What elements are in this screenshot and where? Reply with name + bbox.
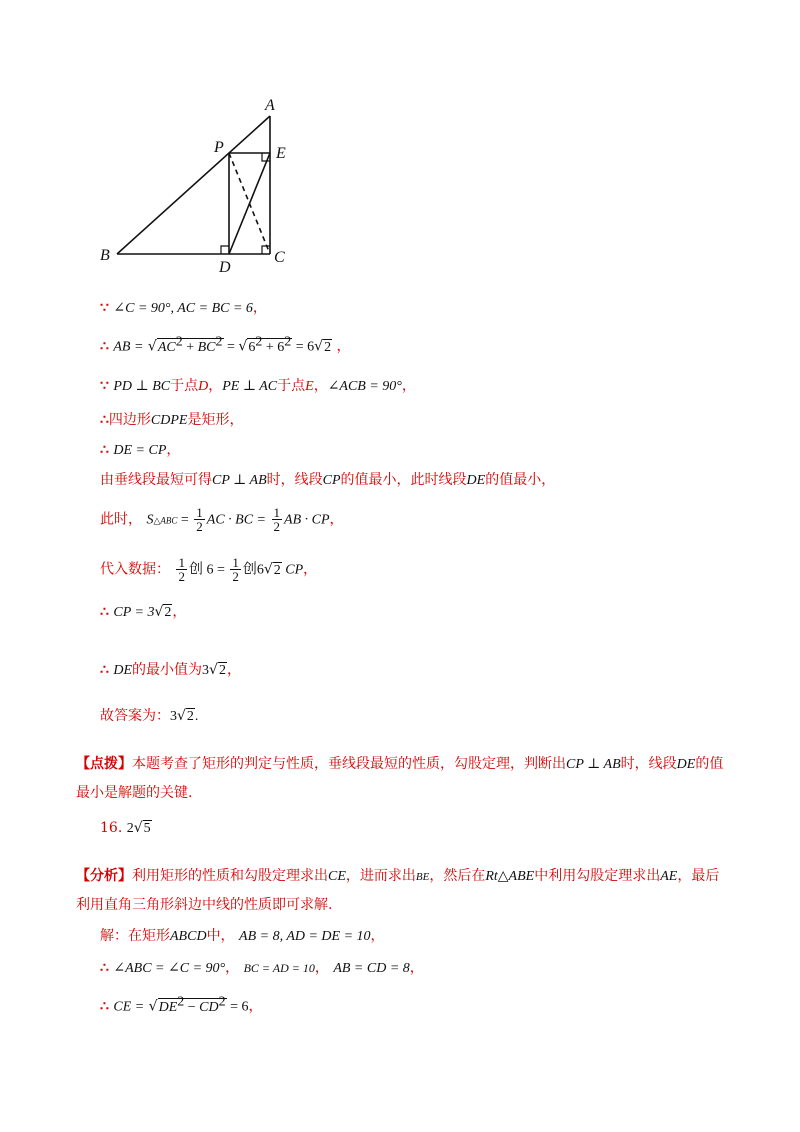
segment-ba bbox=[117, 116, 270, 254]
math-op: = bbox=[223, 339, 239, 355]
therefore-symbol: ∴ bbox=[100, 338, 109, 355]
math-expr: PD ⊥ BC bbox=[113, 379, 171, 394]
punct: ， bbox=[401, 378, 416, 394]
math-expr: CP bbox=[281, 562, 304, 578]
text: 于点 bbox=[277, 378, 306, 394]
therefore-symbol: ∴ bbox=[100, 998, 109, 1015]
text: ， bbox=[313, 378, 328, 394]
fraction-half: $\frac{1}{2}$ bbox=[178, 555, 185, 584]
text: 是矩形， bbox=[187, 412, 244, 428]
solution-line-5 bbox=[100, 440, 180, 461]
subscript: △ABC bbox=[153, 515, 178, 526]
text: 由垂线段最短可得 bbox=[100, 472, 212, 488]
math-expr: 2 bbox=[126, 821, 134, 836]
math-expr: 创 6 = bbox=[188, 562, 229, 578]
label-b: B bbox=[100, 247, 110, 264]
math-expr: AB = bbox=[113, 339, 144, 355]
punct: ， bbox=[172, 604, 187, 620]
solution-16-line-2 bbox=[100, 958, 424, 979]
therefore-symbol: ∴ bbox=[100, 662, 109, 678]
text: 本题考查了矩形的判定与性质，垂线段最短的性质，勾股定理，判断出 bbox=[132, 756, 566, 772]
therefore-symbol: ∴ bbox=[100, 412, 109, 428]
solution-16-line-1 bbox=[100, 926, 385, 947]
text: 此时， bbox=[100, 511, 142, 528]
label-p: P bbox=[214, 139, 224, 156]
solution-16-line-3: ∴ CE = $√DE^2 - CD^2 = 6$， bbox=[100, 994, 263, 1015]
math-expr: E bbox=[305, 379, 314, 394]
superscript: 2 bbox=[215, 334, 223, 349]
because-symbol: ∵ bbox=[100, 378, 109, 394]
text: ，进而求出 bbox=[345, 868, 416, 884]
math-expr: CE = bbox=[113, 999, 145, 1015]
text: 四边形 bbox=[108, 412, 151, 428]
math-expr: CP ⊥ AB bbox=[212, 473, 267, 488]
label-e: E bbox=[276, 145, 286, 162]
math-op: = bbox=[177, 512, 193, 528]
math-expr: BE bbox=[415, 871, 430, 883]
math-expr: DE bbox=[158, 999, 178, 1015]
punct: ， bbox=[252, 300, 267, 316]
math-expr: 2 bbox=[186, 709, 194, 724]
superscript: 2 bbox=[175, 334, 183, 349]
fraction-half: $\frac{1}{2}$ bbox=[273, 505, 281, 534]
text: ， bbox=[208, 378, 223, 394]
math-expr: S bbox=[146, 512, 154, 528]
punct: ， bbox=[370, 928, 385, 944]
text: 的最小值为 bbox=[132, 662, 203, 678]
math-expr: 2 bbox=[164, 605, 172, 620]
text: 利用矩形的性质和勾股定理求出 bbox=[132, 868, 328, 884]
math-expr: DE = CP bbox=[113, 443, 167, 458]
solution-line-6 bbox=[100, 470, 555, 491]
math-op: = 6 bbox=[292, 339, 315, 355]
tip-paragraph bbox=[76, 750, 726, 807]
therefore-symbol: ∴ bbox=[100, 604, 109, 620]
superscript: 2 bbox=[218, 994, 226, 1009]
math-expr: CP bbox=[322, 473, 341, 488]
math-expr: ∠ACB = 90° bbox=[327, 379, 402, 394]
math-expr: 2 bbox=[324, 339, 332, 355]
math-expr: ABCD bbox=[170, 929, 207, 944]
solution-line-10: ∴ DE的最小值为3√2， bbox=[100, 662, 241, 678]
text: 的值最小， bbox=[485, 472, 556, 488]
math-expr: 6 bbox=[248, 339, 256, 355]
math-expr: AC · BC = bbox=[206, 512, 270, 528]
text: ，然后在 bbox=[429, 868, 486, 884]
text: 时，线段 bbox=[266, 472, 323, 488]
solution-line-9: ∴ CP = 3√2， bbox=[100, 604, 187, 620]
math-expr: PE ⊥ AC bbox=[222, 379, 278, 394]
math-expr: AC bbox=[157, 339, 176, 355]
math-expr: 6 bbox=[277, 339, 285, 355]
math-expr: DE bbox=[113, 663, 133, 678]
math-op: + bbox=[182, 339, 198, 355]
fraction-half: $\frac{1}{2}$ bbox=[196, 505, 203, 534]
solution-line-3 bbox=[100, 376, 416, 397]
superscript: 2 bbox=[284, 334, 292, 349]
text: ， bbox=[314, 960, 329, 976]
solution-line-7 bbox=[100, 506, 344, 533]
text: 时，线段 bbox=[620, 756, 677, 772]
text: 的值最小是解题的关键. bbox=[76, 756, 724, 801]
math-op: − bbox=[184, 999, 200, 1015]
superscript: 2 bbox=[255, 334, 263, 349]
text: 于点 bbox=[170, 378, 199, 394]
math-expr: CD bbox=[199, 999, 219, 1015]
fraction-half: $\frac{1}{2}$ bbox=[232, 555, 239, 584]
right-angle-d bbox=[221, 246, 229, 254]
punct: ， bbox=[226, 662, 241, 678]
geometry-figure bbox=[0, 0, 800, 290]
text: 中利用勾股定理求出 bbox=[534, 868, 661, 884]
therefore-symbol: ∴ bbox=[100, 960, 109, 976]
therefore-symbol: ∴ bbox=[100, 442, 109, 458]
punct: ， bbox=[248, 998, 263, 1015]
text: ，最后利用直角三角形斜边中线的性质即可求解. bbox=[76, 868, 720, 913]
math-expr: DE bbox=[676, 757, 696, 772]
text: 故答案为： bbox=[100, 708, 170, 724]
math-expr: AB = 8, AD = DE = 10 bbox=[239, 929, 371, 944]
math-expr: Rt△ABE bbox=[485, 869, 535, 884]
math-expr: BC bbox=[197, 339, 216, 355]
math-expr: ∠C = 90°, AC = BC = 6 bbox=[113, 301, 253, 316]
label-c: C bbox=[274, 249, 285, 266]
superscript: 2 bbox=[177, 994, 185, 1009]
punct: . bbox=[194, 709, 199, 724]
math-expr: CE bbox=[328, 869, 346, 884]
solution-line-4 bbox=[100, 410, 243, 431]
math-expr: 3 bbox=[170, 709, 177, 724]
math-expr: CP ⊥ AB bbox=[566, 757, 621, 772]
text: 解：在矩形 bbox=[100, 928, 170, 944]
punct: ， bbox=[303, 561, 318, 578]
solution-line-2: ∴ AB = $√AC^2 + BC^2 = √6^2 + 6^2 = 6√2$ ， bbox=[100, 334, 351, 355]
label-d: D bbox=[219, 259, 231, 276]
math-expr: ∠ABC = ∠C = 90° bbox=[113, 961, 226, 976]
text: 的值最小，此时线段 bbox=[340, 472, 467, 488]
solution-line-1 bbox=[100, 298, 267, 319]
punct: ， bbox=[329, 511, 344, 528]
label-a: A bbox=[265, 97, 275, 114]
right-angle-c bbox=[262, 246, 270, 254]
math-expr: DE bbox=[466, 473, 486, 488]
solution-line-8: 代入数据： $\frac{1}{2}$ 创 6 = $\frac{1}{2}$ 创6√2 CP， bbox=[100, 555, 318, 584]
math-expr: D bbox=[198, 379, 209, 394]
punct: ， bbox=[166, 442, 181, 458]
analysis-tag: 【分析】 bbox=[76, 868, 132, 884]
tip-tag: 【点拨】 bbox=[76, 756, 132, 772]
text: 代入数据： bbox=[100, 561, 170, 578]
math-expr: AB = CD = 8 bbox=[333, 961, 410, 976]
solution-line-11: 故答案为：3√2. bbox=[100, 708, 199, 724]
math-expr: AB · CP bbox=[284, 512, 330, 528]
math-expr: 2 bbox=[273, 562, 281, 578]
math-expr: 5 bbox=[143, 821, 151, 836]
punct: ， bbox=[336, 338, 351, 355]
math-op: + bbox=[262, 339, 278, 355]
text: 中， bbox=[206, 928, 235, 944]
math-expr: CP = 3 bbox=[113, 605, 155, 620]
math-expr: BC = AD = 10 bbox=[243, 961, 315, 975]
text: ， bbox=[225, 960, 240, 976]
question-16-answer: 16. 2√5 bbox=[100, 820, 151, 836]
math-expr: CDPE bbox=[150, 413, 188, 428]
analysis-paragraph bbox=[76, 862, 726, 919]
math-op: = 6 bbox=[226, 999, 249, 1015]
math-expr: 创6 bbox=[242, 562, 264, 578]
punct: ， bbox=[409, 960, 424, 976]
math-expr: AE bbox=[660, 869, 678, 884]
math-expr: 3 bbox=[202, 663, 210, 678]
because-symbol: ∵ bbox=[100, 300, 109, 316]
question-number: 16. bbox=[100, 820, 123, 836]
math-expr: 2 bbox=[218, 663, 226, 678]
